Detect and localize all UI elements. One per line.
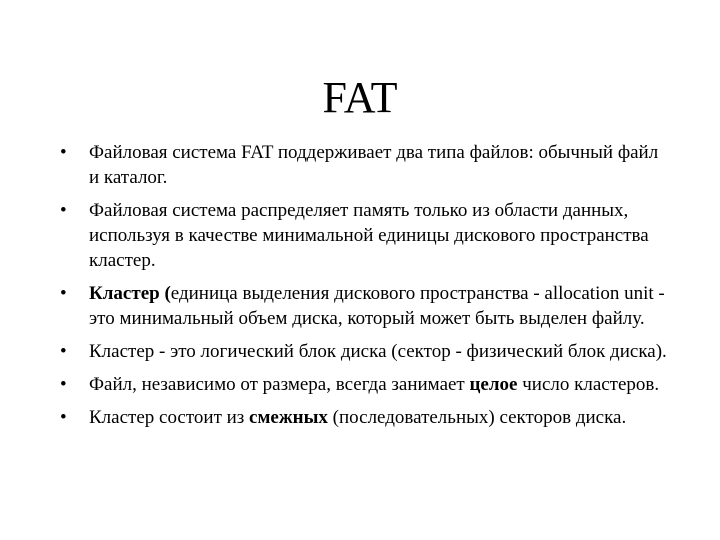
bullet-text-run: Кластер состоит из bbox=[89, 407, 250, 428]
bullet-text bbox=[89, 142, 658, 188]
bullet-list bbox=[60, 140, 670, 438]
bullet-item bbox=[60, 140, 670, 190]
bullet-item bbox=[60, 372, 670, 397]
bullet-text bbox=[89, 374, 659, 395]
bullet-text-bold: смежных bbox=[249, 407, 328, 428]
bullet-text bbox=[89, 283, 665, 329]
bullet-dot-icon: • bbox=[60, 142, 67, 163]
bullet-text-run: Файловая система FAT поддерживает два типа файлов: обычный файл и каталог. bbox=[89, 142, 659, 188]
bullet-dot-icon: • bbox=[60, 283, 67, 304]
bullet-item bbox=[60, 405, 670, 430]
bullet-text bbox=[89, 407, 626, 428]
bullet-dot-icon: • bbox=[60, 374, 67, 395]
bullet-text-run: число кластеров. bbox=[517, 374, 660, 395]
slide-title: FAT bbox=[322, 73, 398, 122]
bullet-item bbox=[60, 281, 670, 331]
bullet-dot-icon: • bbox=[60, 200, 67, 221]
bullet-dot-icon: • bbox=[60, 407, 67, 428]
bullet-text-run: Файловая система распределяет память только из области данных, используя в качестве минимальной единицы дискового пространства кластер. bbox=[89, 200, 649, 271]
bullet-item bbox=[60, 198, 670, 273]
bullet-text-run: (последовательных) секторов диска. bbox=[327, 407, 627, 428]
bullet-text-run: единица выделения дискового пространства - allocation unit - это минимальный объем диска, который может быть выделен файлу. bbox=[89, 283, 665, 329]
bullet-text-run: Кластер - это логический блок диска (сектор - физический блок диска). bbox=[89, 341, 667, 362]
bullet-text bbox=[89, 200, 649, 271]
bullet-dot-icon: • bbox=[60, 341, 67, 362]
bullet-text-bold: Кластер ( bbox=[89, 283, 171, 304]
bullet-text bbox=[89, 341, 667, 362]
bullet-text-run: Файл, независимо от размера, всегда занимает bbox=[89, 374, 470, 395]
bullet-item bbox=[60, 339, 670, 364]
bullet-text-bold: целое bbox=[469, 374, 518, 395]
